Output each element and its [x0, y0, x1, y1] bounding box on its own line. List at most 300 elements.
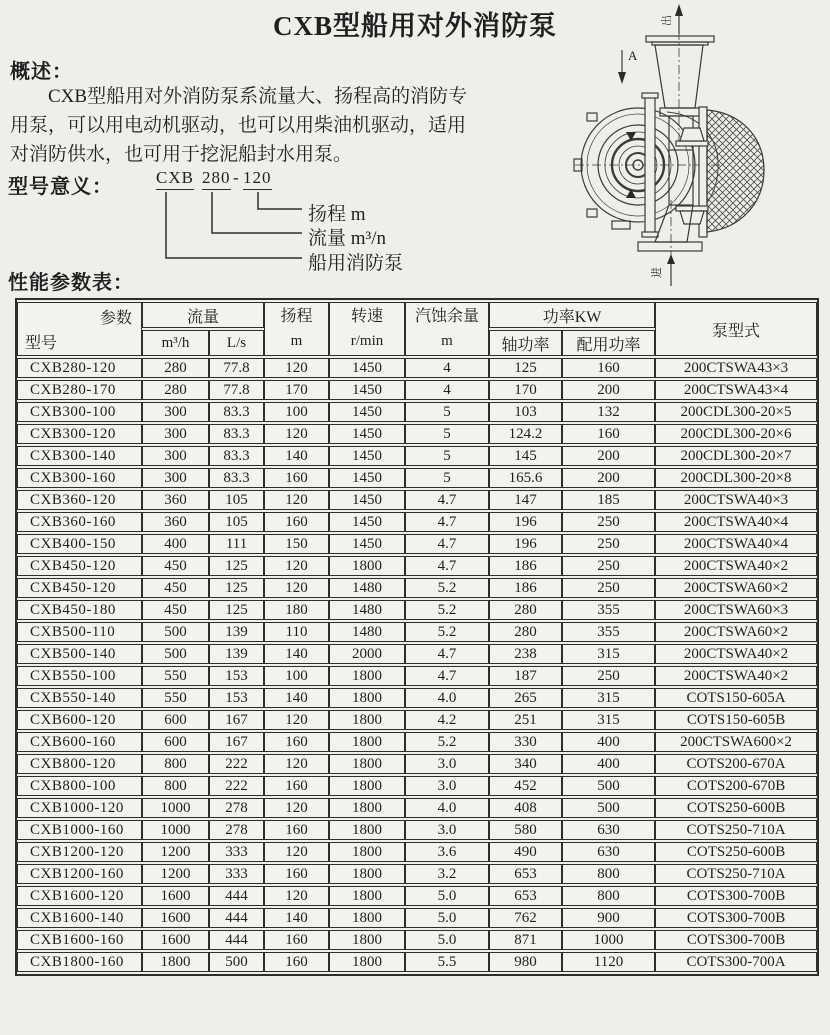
cell-rated-power: 500	[562, 776, 655, 796]
model-code-dash: -	[233, 168, 239, 187]
cell-npsh: 3.6	[405, 842, 489, 862]
cell-head: 160	[264, 930, 329, 950]
cell-npsh: 5.0	[405, 908, 489, 928]
cell-head: 120	[264, 710, 329, 730]
cell-speed: 1800	[329, 820, 405, 840]
cell-npsh: 4	[405, 380, 489, 400]
table-row	[17, 886, 817, 906]
cell-pump-type: 200CTSWA60×2	[655, 578, 817, 598]
table-row	[17, 930, 817, 950]
cell-flow-ls: 139	[209, 622, 264, 642]
cell-rated-power: 630	[562, 820, 655, 840]
cell-speed: 1800	[329, 952, 405, 972]
cell-speed: 1450	[329, 534, 405, 554]
section-view-label: A	[628, 48, 638, 63]
model-meaning-heading: 型号意义：	[8, 176, 113, 198]
cell-flow-m3h: 600	[142, 732, 209, 752]
cell-npsh: 5	[405, 424, 489, 444]
cell-shaft-power: 147	[489, 490, 562, 510]
top-flange	[646, 36, 714, 42]
cell-flow-ls: 83.3	[209, 446, 264, 466]
cell-npsh: 5.2	[405, 622, 489, 642]
mounting-bar	[645, 97, 655, 233]
cell-flow-ls: 105	[209, 512, 264, 532]
cell-model: CXB1200-120	[17, 842, 142, 862]
cell-flow-ls: 444	[209, 930, 264, 950]
cell-model: CXB280-120	[17, 358, 142, 378]
header-rated-power: 配用功率	[562, 330, 655, 356]
bottom-flange	[638, 242, 702, 251]
table-row	[17, 908, 817, 928]
cell-model: CXB1600-160	[17, 930, 142, 950]
cell-npsh: 4.0	[405, 688, 489, 708]
cell-speed: 1450	[329, 358, 405, 378]
cell-pump-type: COTS250-600B	[655, 842, 817, 862]
cell-head: 120	[264, 842, 329, 862]
table-row	[17, 600, 817, 620]
cell-flow-m3h: 1000	[142, 820, 209, 840]
cell-head: 150	[264, 534, 329, 554]
header-speed: 转速 r/min	[329, 302, 405, 356]
cell-flow-ls: 153	[209, 666, 264, 686]
cell-shaft-power: 170	[489, 380, 562, 400]
cell-speed: 1800	[329, 842, 405, 862]
cell-flow-m3h: 300	[142, 424, 209, 444]
table-row	[17, 468, 817, 488]
cell-rated-power: 200	[562, 380, 655, 400]
cell-flow-ls: 333	[209, 864, 264, 884]
cell-flow-m3h: 1600	[142, 886, 209, 906]
cell-rated-power: 250	[562, 556, 655, 576]
table-row	[17, 952, 817, 972]
cell-rated-power: 400	[562, 754, 655, 774]
cell-speed: 1800	[329, 688, 405, 708]
cell-pump-type: COTS150-605A	[655, 688, 817, 708]
cell-npsh: 5.0	[405, 930, 489, 950]
cell-shaft-power: 251	[489, 710, 562, 730]
cell-flow-m3h: 280	[142, 380, 209, 400]
cell-speed: 1480	[329, 622, 405, 642]
table-row	[17, 864, 817, 884]
table-row	[17, 710, 817, 730]
cell-model: CXB1600-120	[17, 886, 142, 906]
cell-npsh: 3.0	[405, 820, 489, 840]
cell-pump-type: 200CTSWA40×2	[655, 666, 817, 686]
cell-model: CXB550-100	[17, 666, 142, 686]
cell-pump-type: COTS250-710A	[655, 864, 817, 884]
cell-pump-type: 200CDL300-20×7	[655, 446, 817, 466]
cell-shaft-power: 762	[489, 908, 562, 928]
cell-speed: 1480	[329, 600, 405, 620]
header-power: 功率KW	[489, 302, 655, 328]
cell-rated-power: 160	[562, 358, 655, 378]
cell-speed: 1800	[329, 556, 405, 576]
cell-flow-m3h: 800	[142, 754, 209, 774]
cell-rated-power: 315	[562, 688, 655, 708]
cell-head: 120	[264, 556, 329, 576]
cell-rated-power: 1120	[562, 952, 655, 972]
upper-bracket-lip	[676, 141, 708, 146]
table-row	[17, 688, 817, 708]
cell-shaft-power: 653	[489, 864, 562, 884]
cell-speed: 1800	[329, 754, 405, 774]
table-row	[17, 842, 817, 862]
pump-technical-drawing	[572, 0, 830, 292]
cell-pump-type: 200CTSWA40×4	[655, 512, 817, 532]
cell-head: 120	[264, 886, 329, 906]
header-corner-cell	[17, 302, 142, 356]
cell-flow-m3h: 450	[142, 600, 209, 620]
cell-shaft-power: 265	[489, 688, 562, 708]
cell-shaft-power: 280	[489, 600, 562, 620]
cell-speed: 1800	[329, 776, 405, 796]
cell-head: 180	[264, 600, 329, 620]
casing-foot	[612, 221, 630, 229]
cell-pump-type: 200CDL300-20×5	[655, 402, 817, 422]
cell-flow-ls: 83.3	[209, 424, 264, 444]
table-row	[17, 754, 817, 774]
cell-pump-type: COTS200-670A	[655, 754, 817, 774]
cell-model: CXB800-100	[17, 776, 142, 796]
cell-rated-power: 250	[562, 534, 655, 554]
cell-npsh: 5.0	[405, 886, 489, 906]
header-flow: 流量	[142, 302, 264, 328]
table-row	[17, 380, 817, 400]
cell-npsh: 4.7	[405, 490, 489, 510]
cell-flow-m3h: 300	[142, 402, 209, 422]
cell-rated-power: 1000	[562, 930, 655, 950]
cell-rated-power: 355	[562, 622, 655, 642]
cell-flow-m3h: 550	[142, 688, 209, 708]
cell-model: CXB300-160	[17, 468, 142, 488]
cell-shaft-power: 871	[489, 930, 562, 950]
cell-flow-ls: 167	[209, 710, 264, 730]
cell-head: 160	[264, 820, 329, 840]
cell-flow-ls: 83.3	[209, 402, 264, 422]
cell-pump-type: COTS250-600B	[655, 798, 817, 818]
cell-npsh: 5	[405, 468, 489, 488]
cell-pump-type: 200CTSWA40×2	[655, 644, 817, 664]
cell-flow-m3h: 600	[142, 710, 209, 730]
cell-model: CXB300-140	[17, 446, 142, 466]
cell-flow-ls: 278	[209, 798, 264, 818]
header-head-unit: m	[290, 333, 303, 349]
casing-lug	[587, 113, 597, 121]
cell-speed: 1450	[329, 424, 405, 444]
cell-shaft-power: 186	[489, 556, 562, 576]
cell-flow-m3h: 280	[142, 358, 209, 378]
cell-flow-ls: 444	[209, 886, 264, 906]
cell-model: CXB550-140	[17, 688, 142, 708]
cell-npsh: 3.2	[405, 864, 489, 884]
table-row	[17, 402, 817, 422]
casing-lug	[587, 209, 597, 217]
header-speed-unit: r/min	[350, 333, 384, 349]
cell-model: CXB500-140	[17, 644, 142, 664]
cell-head: 160	[264, 864, 329, 884]
cell-flow-ls: 83.3	[209, 468, 264, 488]
model-label-head: 扬程 m	[308, 204, 366, 225]
cell-head: 160	[264, 952, 329, 972]
table-row	[17, 556, 817, 576]
cell-shaft-power: 408	[489, 798, 562, 818]
cell-flow-ls: 77.8	[209, 380, 264, 400]
cell-speed: 1800	[329, 864, 405, 884]
cell-pump-type: 200CTSWA60×2	[655, 622, 817, 642]
cell-model: CXB800-120	[17, 754, 142, 774]
cell-speed: 1800	[329, 710, 405, 730]
cell-flow-m3h: 500	[142, 644, 209, 664]
cell-shaft-power: 238	[489, 644, 562, 664]
cell-head: 120	[264, 358, 329, 378]
header-flow-m3h: m³/h	[142, 330, 209, 356]
cell-rated-power: 315	[562, 644, 655, 664]
outlet-label: 出	[661, 15, 673, 26]
cell-flow-m3h: 400	[142, 534, 209, 554]
cell-head: 120	[264, 798, 329, 818]
cell-speed: 1480	[329, 578, 405, 598]
cell-flow-ls: 125	[209, 578, 264, 598]
model-label-pump: 船用消防泵	[308, 253, 404, 274]
cell-rated-power: 250	[562, 578, 655, 598]
cell-flow-m3h: 450	[142, 578, 209, 598]
cell-flow-ls: 153	[209, 688, 264, 708]
cell-rated-power: 500	[562, 798, 655, 818]
cell-pump-type: 200CTSWA40×3	[655, 490, 817, 510]
cell-pump-type: 200CTSWA40×4	[655, 534, 817, 554]
cell-flow-m3h: 1000	[142, 798, 209, 818]
cell-flow-m3h: 360	[142, 490, 209, 510]
cell-head: 140	[264, 644, 329, 664]
cell-speed: 1450	[329, 402, 405, 422]
table-row	[17, 666, 817, 686]
cell-model: CXB450-120	[17, 556, 142, 576]
cell-npsh: 5	[405, 402, 489, 422]
cell-head: 140	[264, 688, 329, 708]
header-shaft-power: 轴功率	[489, 330, 562, 356]
cell-npsh: 5.2	[405, 578, 489, 598]
cell-speed: 1450	[329, 512, 405, 532]
cell-model: CXB300-120	[17, 424, 142, 444]
cell-shaft-power: 103	[489, 402, 562, 422]
cell-npsh: 5.2	[405, 732, 489, 752]
cell-shaft-power: 340	[489, 754, 562, 774]
performance-table-heading: 性能参数表：	[8, 272, 134, 294]
page-title: CXB型船用对外消防泵	[272, 11, 557, 41]
cell-head: 110	[264, 622, 329, 642]
cell-flow-m3h: 360	[142, 512, 209, 532]
cell-rated-power: 132	[562, 402, 655, 422]
model-code-prefix: CXB	[156, 168, 194, 190]
table-row	[17, 490, 817, 510]
cell-npsh: 4.7	[405, 666, 489, 686]
header-npsh-unit: m	[441, 333, 453, 349]
cell-model: CXB1600-140	[17, 908, 142, 928]
cell-speed: 1800	[329, 930, 405, 950]
overview-line: 用泵，可以用电动机驱动，也可以用柴油机驱动，适用	[10, 115, 467, 136]
header-npsh: 汽蚀余量 m	[405, 302, 489, 356]
cell-head: 120	[264, 490, 329, 510]
inlet-arrowhead	[667, 254, 675, 264]
cell-npsh: 5.2	[405, 600, 489, 620]
cell-speed: 2000	[329, 644, 405, 664]
cell-npsh: 4.7	[405, 512, 489, 532]
cell-flow-ls: 500	[209, 952, 264, 972]
cell-model: CXB600-120	[17, 710, 142, 730]
cell-pump-type: COTS300-700B	[655, 930, 817, 950]
cell-shaft-power: 196	[489, 534, 562, 554]
cell-model: CXB450-180	[17, 600, 142, 620]
cell-flow-m3h: 800	[142, 776, 209, 796]
cell-flow-m3h: 1200	[142, 842, 209, 862]
cell-flow-m3h: 1600	[142, 908, 209, 928]
overview-line: CXB型船用对外消防泵系流量大、扬程高的消防专	[48, 86, 468, 107]
cell-pump-type: 200CTSWA43×4	[655, 380, 817, 400]
cell-pump-type: 200CDL300-20×6	[655, 424, 817, 444]
cell-model: CXB500-110	[17, 622, 142, 642]
cell-model: CXB1200-160	[17, 864, 142, 884]
cell-flow-m3h: 1200	[142, 864, 209, 884]
model-meaning-diagram	[150, 168, 495, 278]
table-row	[17, 424, 817, 444]
cell-shaft-power: 196	[489, 512, 562, 532]
cell-model: CXB300-100	[17, 402, 142, 422]
cell-shaft-power: 980	[489, 952, 562, 972]
cell-flow-ls: 333	[209, 842, 264, 862]
cell-flow-ls: 222	[209, 776, 264, 796]
cell-model: CXB360-120	[17, 490, 142, 510]
cell-speed: 1800	[329, 908, 405, 928]
cell-pump-type: 200CTSWA43×3	[655, 358, 817, 378]
cell-rated-power: 355	[562, 600, 655, 620]
cell-pump-type: COTS200-670B	[655, 776, 817, 796]
cell-shaft-power: 124.2	[489, 424, 562, 444]
cell-speed: 1800	[329, 886, 405, 906]
cell-pump-type: 200CTSWA600×2	[655, 732, 817, 752]
cell-head: 160	[264, 776, 329, 796]
header-head: 扬程 m	[264, 302, 329, 356]
model-code-flow: 280	[202, 168, 231, 190]
cell-head: 160	[264, 512, 329, 532]
cell-shaft-power: 490	[489, 842, 562, 862]
cell-rated-power: 200	[562, 446, 655, 466]
cell-head: 140	[264, 908, 329, 928]
cell-flow-ls: 222	[209, 754, 264, 774]
table-row	[17, 446, 817, 466]
cell-pump-type: COTS150-605B	[655, 710, 817, 730]
cell-rated-power: 630	[562, 842, 655, 862]
cell-model: CXB1000-120	[17, 798, 142, 818]
cell-rated-power: 800	[562, 864, 655, 884]
cell-model: CXB1800-160	[17, 952, 142, 972]
cell-head: 120	[264, 754, 329, 774]
performance-table	[15, 298, 819, 976]
cell-flow-ls: 77.8	[209, 358, 264, 378]
inlet-label: 进	[651, 267, 663, 278]
table-row	[17, 578, 817, 598]
header-parameter: 参数	[99, 310, 132, 327]
cell-npsh: 4	[405, 358, 489, 378]
model-code-head: 120	[243, 168, 272, 190]
cell-speed: 1450	[329, 380, 405, 400]
cell-flow-m3h: 1800	[142, 952, 209, 972]
cell-npsh: 4.7	[405, 644, 489, 664]
header-flow-ls: L/s	[209, 330, 264, 356]
cell-shaft-power: 580	[489, 820, 562, 840]
table-row	[17, 644, 817, 664]
cell-flow-ls: 125	[209, 556, 264, 576]
header-model: 型号	[25, 335, 58, 352]
motor-dome	[707, 110, 764, 232]
cell-speed: 1800	[329, 732, 405, 752]
cell-rated-power: 185	[562, 490, 655, 510]
table-row	[17, 534, 817, 554]
cell-flow-m3h: 1600	[142, 930, 209, 950]
cell-rated-power: 900	[562, 908, 655, 928]
cell-model: CXB360-160	[17, 512, 142, 532]
cell-shaft-power: 125	[489, 358, 562, 378]
cell-pump-type: COTS300-700B	[655, 908, 817, 928]
cell-shaft-power: 653	[489, 886, 562, 906]
cell-npsh: 5	[405, 446, 489, 466]
cell-flow-ls: 444	[209, 908, 264, 928]
cell-flow-ls: 139	[209, 644, 264, 664]
table-row	[17, 732, 817, 752]
cell-pump-type: COTS300-700A	[655, 952, 817, 972]
cell-pump-type: COTS300-700B	[655, 886, 817, 906]
cell-rated-power: 315	[562, 710, 655, 730]
cell-flow-m3h: 450	[142, 556, 209, 576]
upper-bracket	[680, 128, 704, 141]
cell-head: 120	[264, 424, 329, 444]
cell-head: 160	[264, 468, 329, 488]
cell-npsh: 5.5	[405, 952, 489, 972]
cell-npsh: 4.0	[405, 798, 489, 818]
cell-rated-power: 250	[562, 666, 655, 686]
table-row	[17, 358, 817, 378]
cell-npsh: 4.7	[405, 534, 489, 554]
cell-model: CXB450-120	[17, 578, 142, 598]
cell-npsh: 3.0	[405, 754, 489, 774]
cell-pump-type: COTS250-710A	[655, 820, 817, 840]
model-label-flow: 流量 m³/n	[308, 228, 387, 249]
cell-npsh: 4.2	[405, 710, 489, 730]
table-body	[17, 358, 817, 972]
cell-flow-m3h: 300	[142, 446, 209, 466]
cell-speed: 1800	[329, 798, 405, 818]
cell-shaft-power: 145	[489, 446, 562, 466]
table-row	[17, 512, 817, 532]
cell-speed: 1800	[329, 666, 405, 686]
cell-npsh: 4.7	[405, 556, 489, 576]
cell-rated-power: 250	[562, 512, 655, 532]
cell-head: 170	[264, 380, 329, 400]
cell-pump-type: 200CDL300-20×8	[655, 468, 817, 488]
cell-shaft-power: 280	[489, 622, 562, 642]
header-pump-type: 泵型式	[655, 302, 817, 356]
cell-flow-ls: 278	[209, 820, 264, 840]
cell-pump-type: 200CTSWA60×3	[655, 600, 817, 620]
cell-flow-m3h: 300	[142, 468, 209, 488]
cell-shaft-power: 186	[489, 578, 562, 598]
cell-model: CXB600-160	[17, 732, 142, 752]
cell-shaft-power: 452	[489, 776, 562, 796]
cell-speed: 1450	[329, 446, 405, 466]
cell-flow-ls: 125	[209, 600, 264, 620]
cell-flow-ls: 111	[209, 534, 264, 554]
cell-flow-ls: 167	[209, 732, 264, 752]
table-row	[17, 776, 817, 796]
